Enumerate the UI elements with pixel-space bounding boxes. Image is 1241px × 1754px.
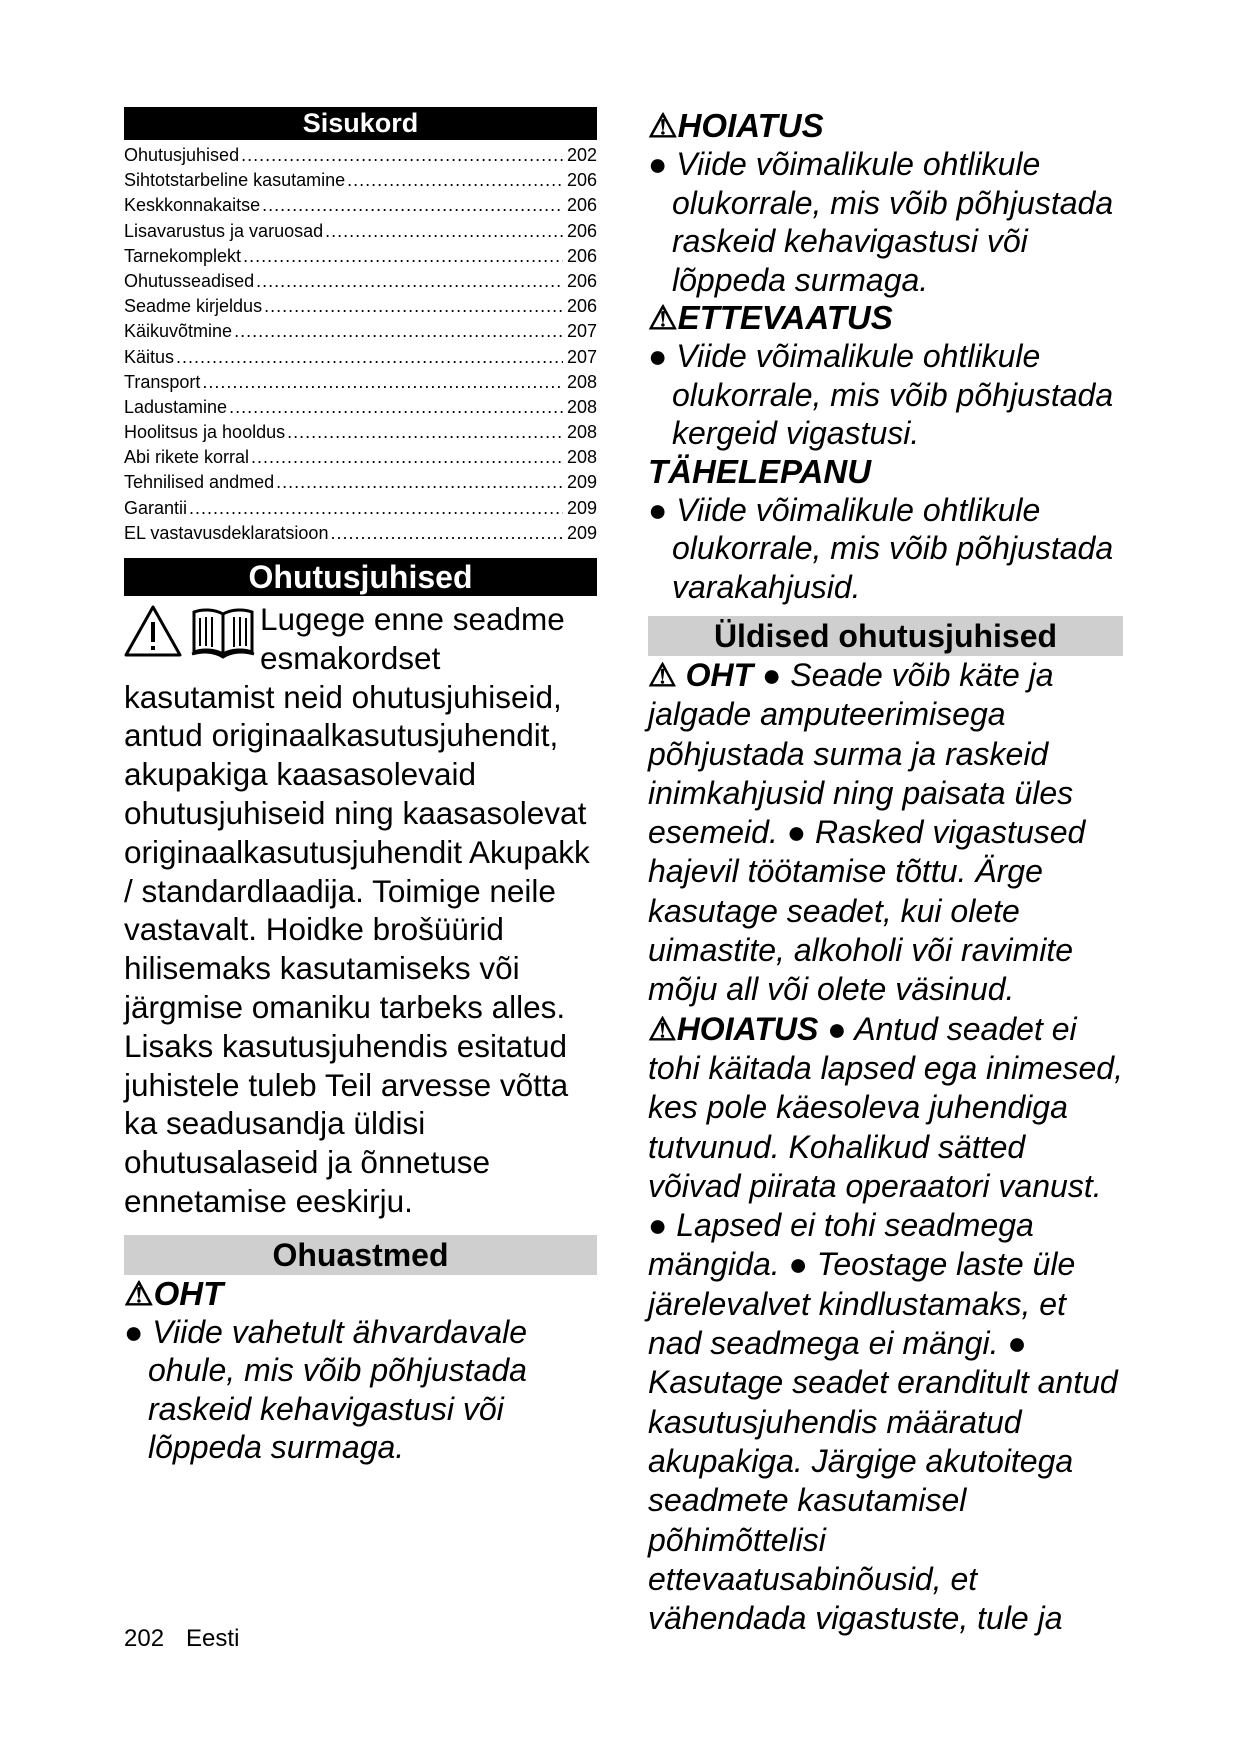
- toc-entry[interactable]: [124, 143, 597, 168]
- toc-entry-page: 207: [566, 346, 597, 367]
- toc-entry[interactable]: [124, 420, 597, 445]
- manual-book-icon: [190, 606, 256, 660]
- toc-entry-title: Transport: [124, 371, 201, 392]
- warning-triangle-icon: ⚠: [648, 657, 677, 693]
- warning-triangle-icon: ⚠: [124, 1274, 154, 1312]
- toc-entry[interactable]: [124, 244, 597, 269]
- toc-entry-page: 206: [566, 245, 597, 266]
- language-label: Eesti: [186, 1625, 240, 1652]
- warning-triangle-icon: ⚠: [648, 1010, 677, 1047]
- toc-entry[interactable]: [124, 168, 597, 193]
- toc-entry[interactable]: [124, 269, 597, 294]
- toc-entry-title: Lisavarustus ja varuosad: [124, 220, 324, 241]
- warning-triangle-icon: ⚠: [648, 107, 678, 144]
- signal-word-tahelepanu: TÄHELEPANU: [648, 452, 872, 490]
- toc-heading: Sisukord: [124, 107, 597, 140]
- intro-paragraph-1: Lugege enne seadme esmakordset kasutamist neid ohutusjuhiseid, antud originaalkasutusjuhendit, akupakiga kaasasolevaid ohutusjuhiseid ning kaasasolevat originaalkasutusjuhendit Akupakk / standardlaadija. Toimige neile vastavalt. Hoidke brošüürid hilisemaks kasutamiseks või järgmise omaniku tarbeks alles.: [124, 601, 590, 1025]
- toc-entry[interactable]: [124, 496, 597, 521]
- toc-entry-page: 206: [566, 195, 597, 216]
- signal-word-hoiatus: ⚠HOIATUS: [648, 107, 824, 144]
- general-safety-text: ⚠HOIATUS ● Antud seadet ei tohi käitada lapsed ega inimesed, kes pole käesoleva juhendiga tutvunud. Kohalikud sätted võivad piirata operaatori vanust. ● Lapsed ei tohi seadmega mängida. ● Teostage laste üle järelevalvet kindlustamaks, et nad seadmega ei mängi. ● Kasutage seadet eranditult antud kasutusjuhendis määratud akupakiga. Järgige akutoitega seadmete kasutamisel põhimõttelisi ettevaatusabinõusid, et vähendada vigastuste, tule ja: [648, 1010, 1123, 1637]
- toc-entry-title: Hoolitsus ja hooldus: [124, 422, 286, 443]
- signal-word-ettevaatus: ⚠ETTEVAATUS: [648, 299, 893, 336]
- toc-entry[interactable]: [124, 193, 597, 218]
- toc-entry-page: 206: [566, 270, 597, 291]
- danger-level-text: ● Viide vahetult ähvardavale ohule, mis võib põhjustada raskeid kehavigastusi või lõppeda surmaga.: [124, 1313, 527, 1466]
- toc-entry-title: Käikuvõtmine: [124, 321, 233, 342]
- toc-entry[interactable]: [124, 521, 597, 546]
- toc-entry[interactable]: [124, 294, 597, 319]
- toc-entry[interactable]: [124, 395, 597, 420]
- toc-entry-page: 208: [566, 422, 597, 443]
- toc-entry[interactable]: [124, 470, 597, 495]
- page-number: 202: [124, 1625, 165, 1652]
- warning-triangle-icon: [124, 604, 182, 658]
- toc-entry[interactable]: [124, 370, 597, 395]
- toc-entry-page: 207: [566, 321, 597, 342]
- intro-paragraph-2: Lisaks kasutusjuhendis esitatud juhistele tuleb Teil arvesse võtta ka seadusandja üldisi ohutusalaseid ja õnnetuse ennetamise eeskirju.: [124, 1027, 569, 1219]
- toc-entry[interactable]: [124, 345, 597, 370]
- section-heading-uldised-ohutusjuhised: Üldised ohutusjuhised: [648, 616, 1123, 656]
- toc-entry-title: Sihtotstarbeline kasutamine: [124, 170, 346, 191]
- toc-entry-page: 209: [566, 472, 597, 493]
- toc-entry-page: 206: [566, 296, 597, 317]
- toc-entry-page: 208: [566, 371, 597, 392]
- toc-entry[interactable]: [124, 219, 597, 244]
- toc-entry[interactable]: [124, 445, 597, 470]
- danger-level-text: ● Viide võimalikule ohtlikule olukorrale, mis võib põhjustada raskeid kehavigastusi või lõppeda surmaga.: [648, 146, 1114, 298]
- toc-entry-page: 208: [566, 447, 597, 468]
- toc-entry-page: 209: [566, 497, 597, 518]
- intro-text: [124, 600, 597, 1221]
- toc-entry-title: Ladustamine: [124, 396, 228, 417]
- toc-entry-title: Garantii: [124, 497, 188, 518]
- toc-entry-page: 209: [566, 522, 597, 543]
- toc-entry-page: 206: [566, 220, 597, 241]
- danger-level-text: ● Viide võimalikule ohtlikule olukorrale, mis võib põhjustada kergeid vigastusi.: [648, 338, 1114, 451]
- section-heading-ohuastmed: Ohuastmed: [124, 1235, 597, 1275]
- intro-icons: [124, 604, 256, 676]
- toc-entry-title: Käitus: [124, 346, 175, 367]
- toc-entry-page: 206: [566, 170, 597, 191]
- toc-entry-page: 208: [566, 396, 597, 417]
- right-column: [648, 107, 1123, 1638]
- toc-entry-page: 202: [566, 145, 597, 165]
- toc-entry-title: Ohutusseadised: [124, 270, 255, 291]
- left-column: [124, 107, 597, 1467]
- toc-entry-title: Ohutusjuhised: [124, 145, 240, 165]
- page-footer: [124, 1625, 261, 1653]
- toc-entry-title: Abi rikete korral: [124, 447, 250, 468]
- toc-entry[interactable]: [124, 319, 597, 344]
- toc-entry-title: Keskkonnakaitse: [124, 195, 261, 216]
- signal-word-oht: ⚠OHT: [124, 1274, 224, 1312]
- toc-entry-title: Tehnilised andmed: [124, 472, 275, 493]
- table-of-contents: [124, 140, 597, 546]
- general-safety-text: ⚠ OHT ● Seade võib käte ja jalgade amputeerimisega põhjustada surma ja raskeid inimkahjusid ning paisata üles esemeid. ● Rasked vigastused hajevil töötamise tõttu. Ärge kasutage seadet, kui olete uimastite, alkoholi või ravimite mõju all või olete väsinud.: [648, 657, 1086, 1008]
- section-heading-ohutusjuhised: Ohutusjuhised: [124, 558, 597, 596]
- warning-triangle-icon: ⚠: [648, 299, 678, 336]
- toc-entry-title: Tarnekomplekt: [124, 245, 242, 266]
- toc-entry-title: EL vastavusdeklaratsioon: [124, 522, 329, 543]
- toc-entry-title: Seadme kirjeldus: [124, 296, 263, 317]
- danger-level-text: ● Viide võimalikule ohtlikule olukorrale, mis võib põhjustada varakahjusid.: [648, 491, 1114, 605]
